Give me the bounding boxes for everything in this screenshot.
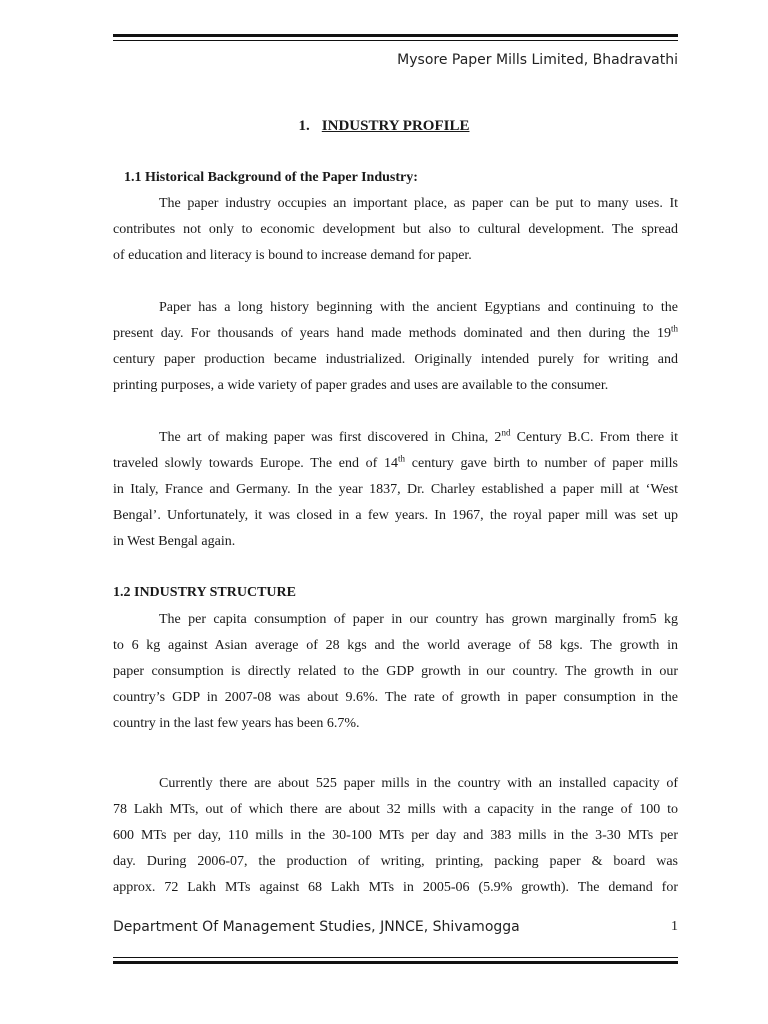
paragraph-line: approx. 72 Lakh MTs against 68 Lakh MTs in 2005-06 (5.9% growth). The demand for (113, 880, 678, 895)
section-heading-historical: 1.1 Historical Background of the Paper Industry: (124, 170, 418, 185)
page-number: 1 (671, 919, 678, 934)
page-title (0, 118, 768, 135)
paragraph-line: Paper has a long history beginning with the ancient Egyptians and continuing to the (159, 300, 678, 315)
paragraph-line: in West Bengal again. (113, 534, 236, 549)
section-heading-structure: 1.2 INDUSTRY STRUCTURE (113, 585, 296, 600)
paragraph-line: of education and literacy is bound to increase demand for paper. (113, 248, 472, 263)
paragraph-line: to 6 kg against Asian average of 28 kgs and the world average of 58 kgs. The growth in (113, 638, 678, 653)
paragraph-line: day. During 2006-07, the production of writing, printing, packing paper & board was (113, 854, 678, 869)
paragraph-line: country in the last few years has been 6.7%. (113, 716, 360, 731)
paragraph-2 (113, 295, 678, 399)
paragraph-4 (113, 607, 678, 737)
paragraph-line: contributes not only to economic development but also to cultural development. The spread (113, 222, 678, 237)
paragraph-line: century paper production became industrialized. Originally intended purely for writing and (113, 352, 678, 367)
footer-rule-thin (113, 957, 678, 958)
paragraph-line: 78 Lakh MTs, out of which there are about 32 mills with a capacity in the range of 100 to (113, 802, 678, 817)
footer-rule-thick (113, 961, 678, 964)
paragraph-1 (113, 191, 678, 269)
paragraph-line (113, 321, 678, 347)
superscript: th (398, 453, 406, 464)
paragraph-line: 600 MTs per day, 110 mills in the 30-100 MTs per day and 383 mills in the 3-30 MTs per (113, 828, 678, 843)
text-run: The art of making paper was first discovered in China, 2 (159, 430, 502, 445)
title-number: 1. (298, 118, 310, 134)
superscript: nd (501, 427, 511, 438)
header-rule-thick (113, 34, 678, 37)
paragraph-line: country’s GDP in 2007-08 was about 9.6%. The rate of growth in paper consumption in the (113, 690, 678, 705)
paragraph-3 (113, 425, 678, 555)
paragraph-line: in Italy, France and Germany. In the year 1837, Dr. Charley established a paper mill at ‘West (113, 482, 678, 497)
paragraph-line: The paper industry occupies an important place, as paper can be put to many uses. It (159, 196, 678, 211)
text-run: century gave birth to number of paper mills (405, 456, 679, 471)
paragraph-5 (113, 771, 678, 901)
running-header: Mysore Paper Mills Limited, Bhadravathi (397, 52, 678, 68)
paragraph-line: paper consumption is directly related to the GDP growth in our country. The growth in our (113, 664, 678, 679)
paragraph-line (113, 425, 678, 451)
paragraph-line: Bengal’. Unfortunately, it was closed in a few years. In 1967, the royal paper mill was set up (113, 508, 678, 523)
paragraph-line: The per capita consumption of paper in our country has grown marginally from5 kg (159, 612, 678, 627)
footer-department: Department Of Management Studies, JNNCE, Shivamogga (113, 919, 520, 935)
text-run: Century B.C. From there it (510, 430, 678, 445)
title-text: INDUSTRY PROFILE (321, 118, 470, 134)
paragraph-line (113, 451, 678, 477)
paragraph-line: Currently there are about 525 paper mills in the country with an installed capacity of (159, 776, 678, 791)
header-rule-thin (113, 40, 678, 41)
text-run: traveled slowly towards Europe. The end of 14 (113, 456, 399, 471)
paragraph-line: printing purposes, a wide variety of paper grades and uses are available to the consumer. (113, 378, 609, 393)
superscript: th (670, 323, 678, 334)
text-run: present day. For thousands of years hand made methods dominated and then during the 19 (113, 326, 671, 341)
